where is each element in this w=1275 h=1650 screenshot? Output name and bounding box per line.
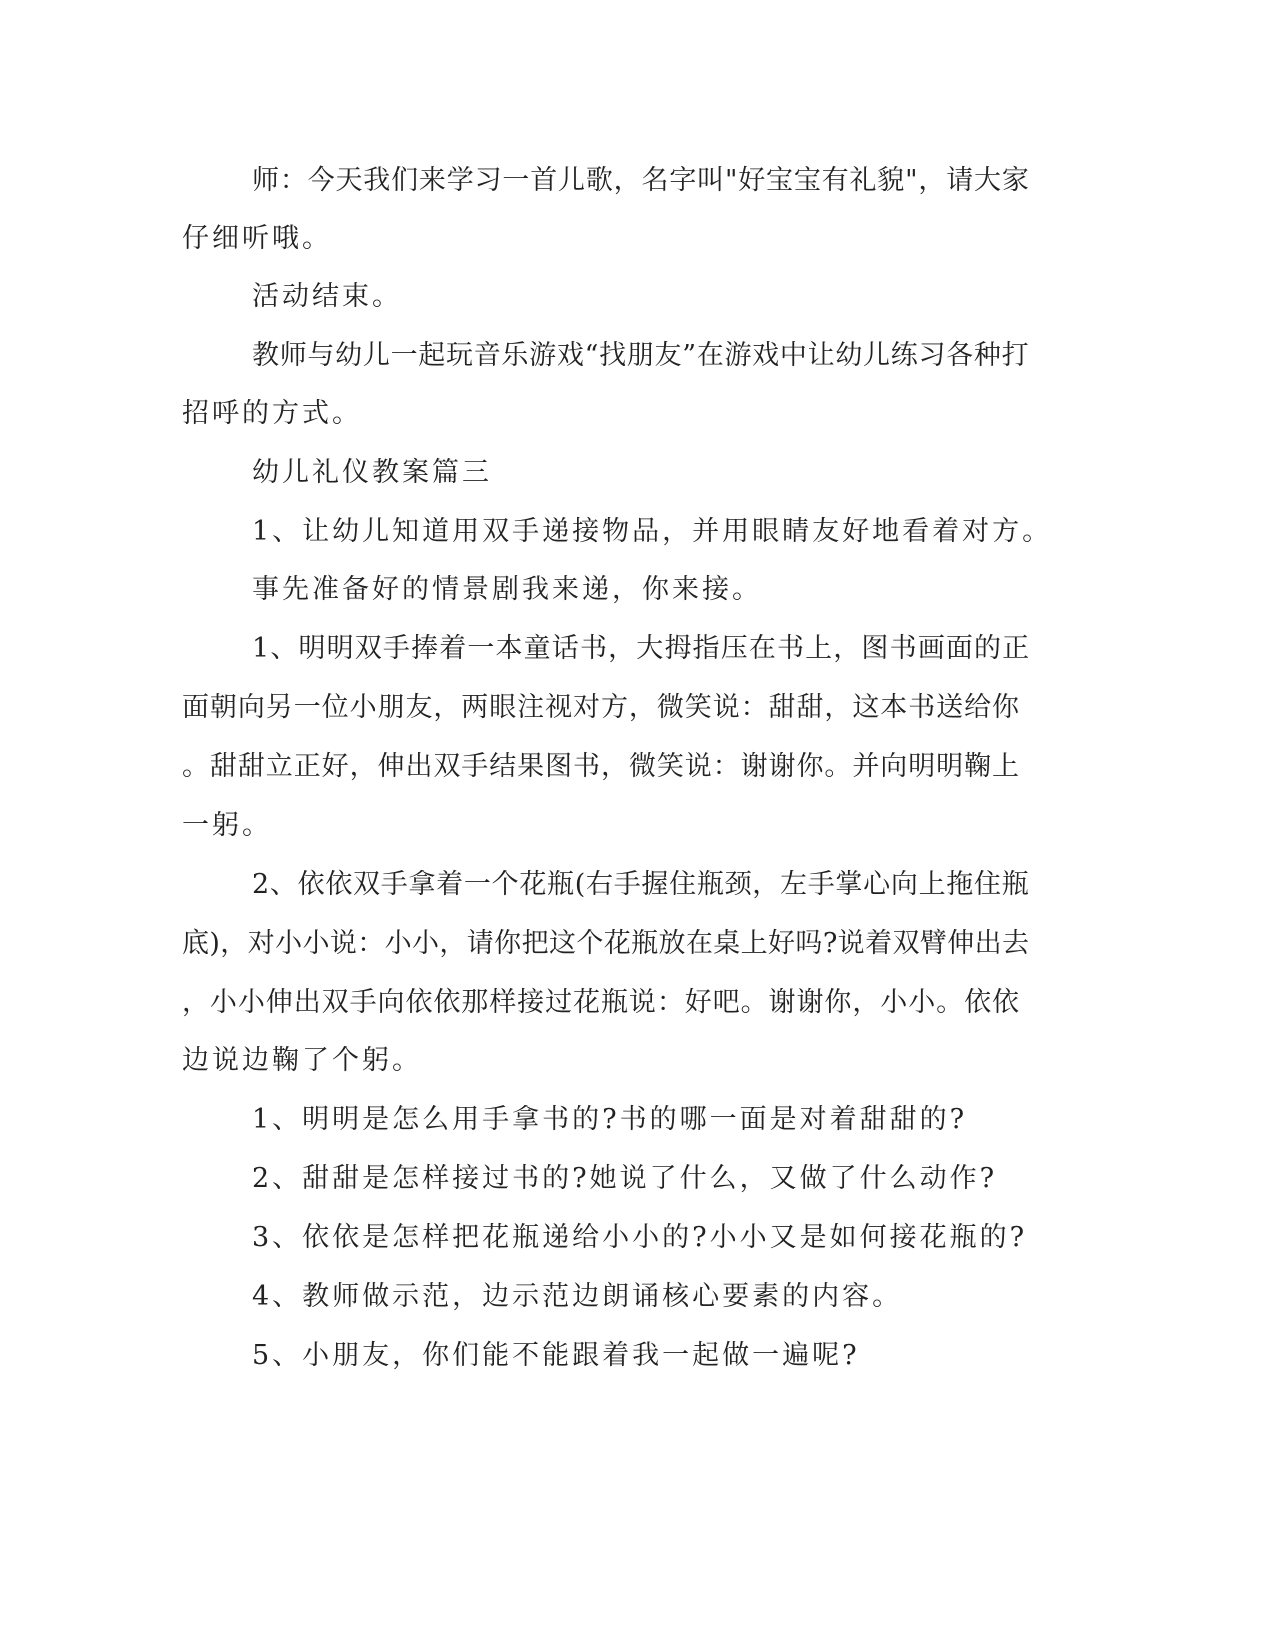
- section-heading: 幼儿礼仪教案篇三: [252, 457, 492, 488]
- text-line: 面朝向另一位小朋友，两眼注视对方，微笑说：甜甜，这本书送给你: [182, 692, 1020, 723]
- text-line: 一躬。: [182, 810, 272, 841]
- text-line: 2、甜甜是怎样接过书的?她说了什么，又做了什么动作?: [252, 1163, 998, 1194]
- text-line: 事先准备好的情景剧我来递，你来接。: [252, 574, 762, 605]
- text-line: 仔细听哦。: [182, 223, 332, 254]
- text-line: 3、依依是怎样把花瓶递给小小的?小小又是如何接花瓶的?: [252, 1222, 1028, 1253]
- text-line: 4、教师做示范，边示范边朗诵核心要素的内容。: [252, 1281, 903, 1312]
- text-line: 1、明明是怎么用手拿书的?书的哪一面是对着甜甜的?: [252, 1104, 968, 1135]
- text-line: 5、小朋友，你们能不能跟着我一起做一遍呢?: [252, 1340, 860, 1371]
- text-line: 活动结束。: [252, 281, 402, 312]
- text-line: 边说边鞠了个躬。: [182, 1045, 422, 1076]
- text-line: 招呼的方式。: [182, 398, 362, 429]
- text-line: 1、让幼儿知道用双手递接物品，并用眼睛友好地看着对方。: [252, 516, 1053, 547]
- text-line: ，小小伸出双手向依依那样接过花瓶说：好吧。谢谢你，小小。依依: [182, 987, 1020, 1018]
- text-line: 师：今天我们来学习一首儿歌，名字叫"好宝宝有礼貌"，请大家: [252, 165, 1030, 196]
- text-line: 1、明明双手捧着一本童话书，大拇指压在书上，图书画面的正: [252, 633, 1031, 664]
- text-line: 2、依依双手拿着一个花瓶(右手握住瓶颈，左手掌心向上拖住瓶: [252, 869, 1030, 900]
- text-line: 。甜甜立正好，伸出双手结果图书，微笑说：谢谢你。并向明明鞠上: [182, 751, 1020, 782]
- text-line: 教师与幼儿一起玩音乐游戏“找朋友”在游戏中让幼儿练习各种打: [252, 340, 1030, 371]
- text-line: 底)，对小小说：小小，请你把这个花瓶放在桌上好吗?说着双臂伸出去: [182, 928, 1030, 959]
